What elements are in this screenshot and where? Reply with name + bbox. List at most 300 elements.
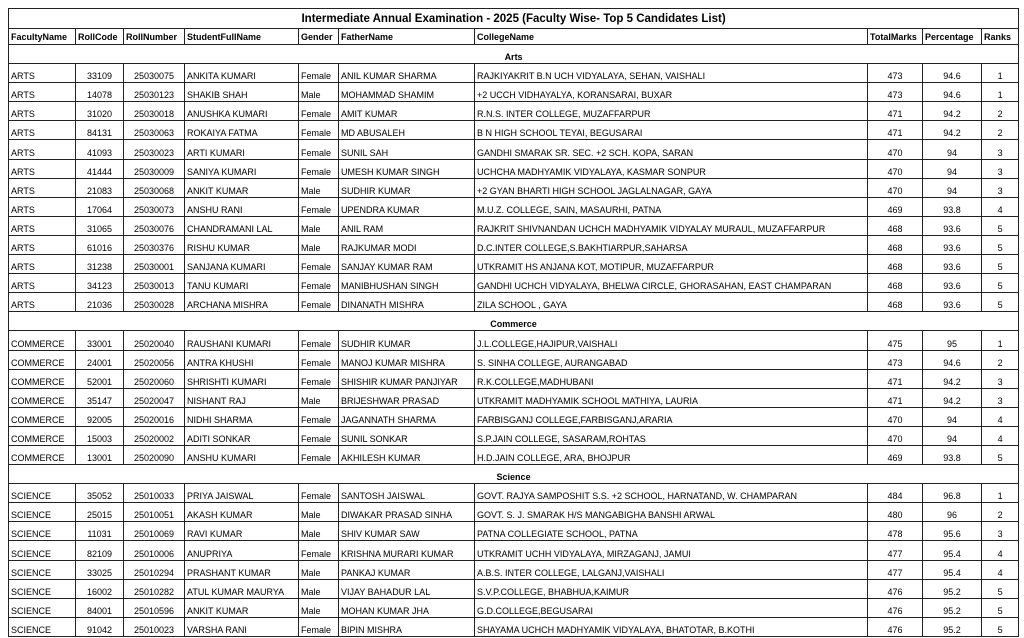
- rollnumber-cell: 25010023: [124, 617, 185, 636]
- father-name-cell: AKHILESH KUMAR: [339, 445, 475, 464]
- rank-cell: 2: [982, 350, 1019, 369]
- rollnumber-cell: 25030073: [124, 197, 185, 216]
- father-name-cell: ANIL KUMAR SHARMA: [339, 64, 475, 83]
- college-name-cell: SHAYAMA UCHCH MADHYAMIK VIDYALAYA, BHATOTAR, B.KOTHI: [475, 617, 868, 636]
- table-row: [9, 484, 1019, 503]
- college-name-cell: RAJKIYAKRIT B.N UCH VIDYALAYA, SEHAN, VAISHALI: [475, 64, 868, 83]
- gender-cell: Female: [299, 350, 339, 369]
- rank-cell: 3: [982, 159, 1019, 178]
- rollnumber-cell: 25010596: [124, 598, 185, 617]
- rollcode-cell: 16002: [76, 579, 124, 598]
- student-name-cell: ATUL KUMAR MAURYA: [185, 579, 299, 598]
- column-header: FatherName: [339, 29, 475, 45]
- percentage-cell: 94: [923, 426, 982, 445]
- college-name-cell: FARBISGANJ COLLEGE,FARBISGANJ,ARARIA: [475, 407, 868, 426]
- faculty-cell: SCIENCE: [9, 541, 76, 560]
- rank-cell: 3: [982, 369, 1019, 388]
- student-name-cell: ARTI KUMARI: [185, 140, 299, 159]
- college-name-cell: UTKRAMIT MADHYAMIK SCHOOL MATHIYA, LAURIA: [475, 388, 868, 407]
- rollcode-cell: 35052: [76, 484, 124, 503]
- rollcode-cell: 31065: [76, 216, 124, 235]
- rollcode-cell: 33001: [76, 331, 124, 350]
- table-row: [9, 560, 1019, 579]
- percentage-cell: 94.2: [923, 102, 982, 121]
- percentage-cell: 94.6: [923, 64, 982, 83]
- faculty-cell: ARTS: [9, 178, 76, 197]
- rank-cell: 5: [982, 235, 1019, 254]
- table-row: [9, 617, 1019, 636]
- total-marks-cell: 484: [868, 484, 923, 503]
- percentage-cell: 94.2: [923, 388, 982, 407]
- table-row: [9, 255, 1019, 274]
- rank-cell: 5: [982, 255, 1019, 274]
- table-row: [9, 503, 1019, 522]
- college-name-cell: D.C.INTER COLLEGE,S.BAKHTIARPUR,SAHARSA: [475, 235, 868, 254]
- student-name-cell: ANKIT KUMAR: [185, 178, 299, 197]
- table-row: [9, 216, 1019, 235]
- gender-cell: Male: [299, 522, 339, 541]
- rank-cell: 5: [982, 216, 1019, 235]
- rank-cell: 2: [982, 102, 1019, 121]
- father-name-cell: MANIBHUSHAN SINGH: [339, 274, 475, 293]
- gender-cell: Female: [299, 331, 339, 350]
- student-name-cell: ANUPRIYA: [185, 541, 299, 560]
- father-name-cell: UPENDRA KUMAR: [339, 197, 475, 216]
- column-header: Gender: [299, 29, 339, 45]
- table-row: [9, 293, 1019, 312]
- percentage-cell: 95.4: [923, 541, 982, 560]
- total-marks-cell: 471: [868, 121, 923, 140]
- gender-cell: Male: [299, 388, 339, 407]
- section-title: Commerce: [9, 312, 1019, 331]
- college-name-cell: +2 UCCH VIDHAYALYA, KORANSARAI, BUXAR: [475, 83, 868, 102]
- total-marks-cell: 476: [868, 617, 923, 636]
- student-name-cell: PRASHANT KUMAR: [185, 560, 299, 579]
- total-marks-cell: 478: [868, 522, 923, 541]
- gender-cell: Male: [299, 178, 339, 197]
- rollnumber-cell: 25030023: [124, 140, 185, 159]
- percentage-cell: 94: [923, 159, 982, 178]
- rollcode-cell: 84131: [76, 121, 124, 140]
- total-marks-cell: 473: [868, 64, 923, 83]
- student-name-cell: NIDHI SHARMA: [185, 407, 299, 426]
- total-marks-cell: 476: [868, 598, 923, 617]
- faculty-cell: SCIENCE: [9, 484, 76, 503]
- student-name-cell: SHAKIB SHAH: [185, 83, 299, 102]
- student-name-cell: ANUSHKA KUMARI: [185, 102, 299, 121]
- faculty-cell: ARTS: [9, 102, 76, 121]
- table-row: [9, 598, 1019, 617]
- percentage-cell: 94.6: [923, 83, 982, 102]
- column-header: Ranks: [982, 29, 1019, 45]
- college-name-cell: +2 GYAN BHARTI HIGH SCHOOL JAGLALNAGAR, GAYA: [475, 178, 868, 197]
- total-marks-cell: 471: [868, 388, 923, 407]
- rollnumber-cell: 25030028: [124, 293, 185, 312]
- father-name-cell: SANTOSH JAISWAL: [339, 484, 475, 503]
- father-name-cell: KRISHNA MURARI KUMAR: [339, 541, 475, 560]
- total-marks-cell: 470: [868, 407, 923, 426]
- rollcode-cell: 11031: [76, 522, 124, 541]
- father-name-cell: DIWAKAR PRASAD SINHA: [339, 503, 475, 522]
- rank-cell: 1: [982, 83, 1019, 102]
- total-marks-cell: 473: [868, 83, 923, 102]
- student-name-cell: ANSHU KUMARI: [185, 445, 299, 464]
- rollcode-cell: 35147: [76, 388, 124, 407]
- faculty-cell: ARTS: [9, 197, 76, 216]
- rollnumber-cell: 25030018: [124, 102, 185, 121]
- gender-cell: Female: [299, 407, 339, 426]
- faculty-cell: ARTS: [9, 274, 76, 293]
- total-marks-cell: 471: [868, 369, 923, 388]
- college-name-cell: A.B.S. INTER COLLEGE, LALGANJ,VAISHALI: [475, 560, 868, 579]
- table-row: [9, 369, 1019, 388]
- table-row: [9, 426, 1019, 445]
- gender-cell: Female: [299, 445, 339, 464]
- father-name-cell: VIJAY BAHADUR LAL: [339, 579, 475, 598]
- gender-cell: Female: [299, 274, 339, 293]
- gender-cell: Female: [299, 484, 339, 503]
- total-marks-cell: 470: [868, 178, 923, 197]
- student-name-cell: CHANDRAMANI LAL: [185, 216, 299, 235]
- total-marks-cell: 471: [868, 102, 923, 121]
- rollcode-cell: 25015: [76, 503, 124, 522]
- percentage-cell: 95: [923, 331, 982, 350]
- father-name-cell: BIPIN MISHRA: [339, 617, 475, 636]
- total-marks-cell: 468: [868, 293, 923, 312]
- student-name-cell: TANU KUMARI: [185, 274, 299, 293]
- father-name-cell: MD ABUSALEH: [339, 121, 475, 140]
- percentage-cell: 93.8: [923, 197, 982, 216]
- percentage-cell: 95.2: [923, 579, 982, 598]
- faculty-cell: COMMERCE: [9, 388, 76, 407]
- column-header: Percentage: [923, 29, 982, 45]
- column-header: RollCode: [76, 29, 124, 45]
- college-name-cell: R.K.COLLEGE,MADHUBANI: [475, 369, 868, 388]
- percentage-cell: 94.6: [923, 350, 982, 369]
- table-row: [9, 159, 1019, 178]
- rollcode-cell: 61016: [76, 235, 124, 254]
- rollcode-cell: 91042: [76, 617, 124, 636]
- percentage-cell: 93.6: [923, 255, 982, 274]
- faculty-cell: ARTS: [9, 293, 76, 312]
- student-name-cell: SANIYA KUMARI: [185, 159, 299, 178]
- father-name-cell: RAJKUMAR MODI: [339, 235, 475, 254]
- faculty-cell: ARTS: [9, 235, 76, 254]
- table-row: [9, 64, 1019, 83]
- column-header: TotalMarks: [868, 29, 923, 45]
- faculty-cell: ARTS: [9, 216, 76, 235]
- gender-cell: Male: [299, 216, 339, 235]
- father-name-cell: SHISHIR KUMAR PANJIYAR: [339, 369, 475, 388]
- gender-cell: Male: [299, 83, 339, 102]
- rank-cell: 5: [982, 274, 1019, 293]
- rank-cell: 1: [982, 331, 1019, 350]
- student-name-cell: PRIYA JAISWAL: [185, 484, 299, 503]
- table-row: [9, 235, 1019, 254]
- father-name-cell: SUNIL SONKAR: [339, 426, 475, 445]
- father-name-cell: SHIV KUMAR SAW: [339, 522, 475, 541]
- faculty-cell: ARTS: [9, 121, 76, 140]
- total-marks-cell: 477: [868, 541, 923, 560]
- total-marks-cell: 470: [868, 426, 923, 445]
- rollnumber-cell: 25030075: [124, 64, 185, 83]
- student-name-cell: ROKAIYA FATMA: [185, 121, 299, 140]
- table-row: [9, 83, 1019, 102]
- table-row: [9, 102, 1019, 121]
- rollcode-cell: 15003: [76, 426, 124, 445]
- rollcode-cell: 21036: [76, 293, 124, 312]
- college-name-cell: RAJKRIT SHIVNANDAN UCHCH MADHYAMIK VIDYALAY MURAUL, MUZAFFARPUR: [475, 216, 868, 235]
- table-row: [9, 407, 1019, 426]
- percentage-cell: 93.6: [923, 216, 982, 235]
- rollnumber-cell: 25030009: [124, 159, 185, 178]
- total-marks-cell: 480: [868, 503, 923, 522]
- results-body: [9, 45, 1019, 637]
- gender-cell: Female: [299, 197, 339, 216]
- rollcode-cell: 13001: [76, 445, 124, 464]
- table-row: [9, 522, 1019, 541]
- student-name-cell: NISHANT RAJ: [185, 388, 299, 407]
- column-header: FacultyName: [9, 29, 76, 45]
- student-name-cell: ARCHANA MISHRA: [185, 293, 299, 312]
- gender-cell: Female: [299, 64, 339, 83]
- college-name-cell: G.D.COLLEGE,BEGUSARAI: [475, 598, 868, 617]
- college-name-cell: ZILA SCHOOL , GAYA: [475, 293, 868, 312]
- total-marks-cell: 469: [868, 445, 923, 464]
- rank-cell: 3: [982, 178, 1019, 197]
- gender-cell: Male: [299, 560, 339, 579]
- table-row: [9, 121, 1019, 140]
- gender-cell: Male: [299, 598, 339, 617]
- faculty-cell: SCIENCE: [9, 598, 76, 617]
- table-row: [9, 140, 1019, 159]
- rank-cell: 5: [982, 617, 1019, 636]
- gender-cell: Female: [299, 541, 339, 560]
- table-row: [9, 178, 1019, 197]
- college-name-cell: UTKRAMIT UCHH VIDYALAYA, MIRZAGANJ, JAMUI: [475, 541, 868, 560]
- college-name-cell: B N HIGH SCHOOL TEYAI, BEGUSARAI: [475, 121, 868, 140]
- section-header-row: [9, 45, 1019, 64]
- rank-cell: 2: [982, 121, 1019, 140]
- student-name-cell: SHRISHTI KUMARI: [185, 369, 299, 388]
- percentage-cell: 94: [923, 178, 982, 197]
- percentage-cell: 95.6: [923, 522, 982, 541]
- faculty-cell: COMMERCE: [9, 426, 76, 445]
- results-table: [8, 8, 1019, 637]
- college-name-cell: J.L.COLLEGE,HAJIPUR,VAISHALI: [475, 331, 868, 350]
- total-marks-cell: 473: [868, 350, 923, 369]
- rollcode-cell: 17064: [76, 197, 124, 216]
- father-name-cell: MOHAN KUMAR JHA: [339, 598, 475, 617]
- percentage-cell: 95.2: [923, 598, 982, 617]
- faculty-cell: ARTS: [9, 255, 76, 274]
- percentage-cell: 94.2: [923, 121, 982, 140]
- section-title: Science: [9, 465, 1019, 484]
- faculty-cell: COMMERCE: [9, 445, 76, 464]
- rollcode-cell: 31238: [76, 255, 124, 274]
- college-name-cell: R.N.S. INTER COLLEGE, MUZAFFARPUR: [475, 102, 868, 121]
- father-name-cell: DINANATH MISHRA: [339, 293, 475, 312]
- rollnumber-cell: 25030376: [124, 235, 185, 254]
- section-header-row: [9, 465, 1019, 484]
- section-title: Arts: [9, 45, 1019, 64]
- faculty-cell: COMMERCE: [9, 331, 76, 350]
- college-name-cell: H.D.JAIN COLLEGE, ARA, BHOJPUR: [475, 445, 868, 464]
- rank-cell: 4: [982, 407, 1019, 426]
- gender-cell: Female: [299, 369, 339, 388]
- percentage-cell: 93.6: [923, 293, 982, 312]
- rollcode-cell: 21083: [76, 178, 124, 197]
- percentage-cell: 94.2: [923, 369, 982, 388]
- section-header-row: [9, 312, 1019, 331]
- rollnumber-cell: 25020090: [124, 445, 185, 464]
- rank-cell: 3: [982, 522, 1019, 541]
- father-name-cell: AMIT KUMAR: [339, 102, 475, 121]
- college-name-cell: GANDHI UCHCH VIDYALAYA, BHELWA CIRCLE, GHORASAHAN, EAST CHAMPARAN: [475, 274, 868, 293]
- rollcode-cell: 33109: [76, 64, 124, 83]
- gender-cell: Male: [299, 235, 339, 254]
- gender-cell: Male: [299, 503, 339, 522]
- father-name-cell: UMESH KUMAR SINGH: [339, 159, 475, 178]
- rank-cell: 5: [982, 293, 1019, 312]
- father-name-cell: ANIL RAM: [339, 216, 475, 235]
- rollnumber-cell: 25030001: [124, 255, 185, 274]
- faculty-cell: SCIENCE: [9, 560, 76, 579]
- rollcode-cell: 34123: [76, 274, 124, 293]
- student-name-cell: RAUSHANI KUMARI: [185, 331, 299, 350]
- table-row: [9, 579, 1019, 598]
- table-row: [9, 197, 1019, 216]
- rollcode-cell: 14078: [76, 83, 124, 102]
- results-sheet: [8, 8, 1018, 637]
- college-name-cell: UTKRAMIT HS ANJANA KOT, MOTIPUR, MUZAFFARPUR: [475, 255, 868, 274]
- total-marks-cell: 476: [868, 579, 923, 598]
- rank-cell: 3: [982, 140, 1019, 159]
- father-name-cell: PANKAJ KUMAR: [339, 560, 475, 579]
- father-name-cell: MANOJ KUMAR MISHRA: [339, 350, 475, 369]
- column-header: CollegeName: [475, 29, 868, 45]
- gender-cell: Female: [299, 140, 339, 159]
- gender-cell: Female: [299, 159, 339, 178]
- table-row: [9, 541, 1019, 560]
- faculty-cell: ARTS: [9, 83, 76, 102]
- percentage-cell: 93.8: [923, 445, 982, 464]
- college-name-cell: S. SINHA COLLEGE, AURANGABAD: [475, 350, 868, 369]
- faculty-cell: COMMERCE: [9, 350, 76, 369]
- rollnumber-cell: 25010006: [124, 541, 185, 560]
- college-name-cell: M.U.Z. COLLEGE, SAIN, MASAURHI, PATNA: [475, 197, 868, 216]
- table-row: [9, 331, 1019, 350]
- rollnumber-cell: 25030013: [124, 274, 185, 293]
- rollnumber-cell: 25010294: [124, 560, 185, 579]
- father-name-cell: MOHAMMAD SHAMIM: [339, 83, 475, 102]
- rollnumber-cell: 25010051: [124, 503, 185, 522]
- percentage-cell: 94: [923, 407, 982, 426]
- total-marks-cell: 468: [868, 255, 923, 274]
- faculty-cell: ARTS: [9, 140, 76, 159]
- college-name-cell: GOVT. S. J. SMARAK H/S MANGABIGHA BANSHI ARWAL: [475, 503, 868, 522]
- table-row: [9, 388, 1019, 407]
- rollnumber-cell: 25030123: [124, 83, 185, 102]
- column-header: RollNumber: [124, 29, 185, 45]
- faculty-cell: COMMERCE: [9, 369, 76, 388]
- rollcode-cell: 92005: [76, 407, 124, 426]
- rollnumber-cell: 25020040: [124, 331, 185, 350]
- total-marks-cell: 470: [868, 140, 923, 159]
- faculty-cell: SCIENCE: [9, 617, 76, 636]
- student-name-cell: ANKITA KUMARI: [185, 64, 299, 83]
- total-marks-cell: 468: [868, 235, 923, 254]
- rollcode-cell: 52001: [76, 369, 124, 388]
- college-name-cell: PATNA COLLEGIATE SCHOOL, PATNA: [475, 522, 868, 541]
- father-name-cell: JAGANNATH SHARMA: [339, 407, 475, 426]
- rollnumber-cell: 25020002: [124, 426, 185, 445]
- rank-cell: 4: [982, 560, 1019, 579]
- total-marks-cell: 475: [868, 331, 923, 350]
- rank-cell: 4: [982, 197, 1019, 216]
- father-name-cell: SUDHIR KUMAR: [339, 178, 475, 197]
- gender-cell: Female: [299, 121, 339, 140]
- faculty-cell: SCIENCE: [9, 522, 76, 541]
- rollnumber-cell: 25020047: [124, 388, 185, 407]
- percentage-cell: 93.6: [923, 274, 982, 293]
- total-marks-cell: 468: [868, 274, 923, 293]
- rollnumber-cell: 25020060: [124, 369, 185, 388]
- percentage-cell: 96.8: [923, 484, 982, 503]
- faculty-cell: SCIENCE: [9, 579, 76, 598]
- rollcode-cell: 82109: [76, 541, 124, 560]
- rollnumber-cell: 25010033: [124, 484, 185, 503]
- faculty-cell: SCIENCE: [9, 503, 76, 522]
- rank-cell: 2: [982, 503, 1019, 522]
- rollnumber-cell: 25020056: [124, 350, 185, 369]
- gender-cell: Female: [299, 617, 339, 636]
- rank-cell: 4: [982, 541, 1019, 560]
- table-row: [9, 350, 1019, 369]
- percentage-cell: 94: [923, 140, 982, 159]
- student-name-cell: VARSHA RANI: [185, 617, 299, 636]
- student-name-cell: SANJANA KUMARI: [185, 255, 299, 274]
- percentage-cell: 93.6: [923, 235, 982, 254]
- gender-cell: Female: [299, 426, 339, 445]
- percentage-cell: 95.4: [923, 560, 982, 579]
- percentage-cell: 96: [923, 503, 982, 522]
- college-name-cell: UCHCHA MADHYAMIK VIDYALAYA, KASMAR SONPUR: [475, 159, 868, 178]
- college-name-cell: S.P.JAIN COLLEGE, SASARAM,ROHTAS: [475, 426, 868, 445]
- rank-cell: 1: [982, 64, 1019, 83]
- total-marks-cell: 468: [868, 216, 923, 235]
- table-row: [9, 274, 1019, 293]
- rollcode-cell: 84001: [76, 598, 124, 617]
- total-marks-cell: 470: [868, 159, 923, 178]
- column-header-row: [9, 29, 1019, 45]
- rollcode-cell: 33025: [76, 560, 124, 579]
- column-header: StudentFullName: [185, 29, 299, 45]
- gender-cell: Female: [299, 293, 339, 312]
- college-name-cell: GANDHI SMARAK SR. SEC. +2 SCH. KOPA, SARAN: [475, 140, 868, 159]
- total-marks-cell: 477: [868, 560, 923, 579]
- student-name-cell: RAVI KUMAR: [185, 522, 299, 541]
- rollnumber-cell: 25030068: [124, 178, 185, 197]
- student-name-cell: AKASH KUMAR: [185, 503, 299, 522]
- rank-cell: 5: [982, 445, 1019, 464]
- rollnumber-cell: 25030076: [124, 216, 185, 235]
- student-name-cell: RISHU KUMAR: [185, 235, 299, 254]
- rank-cell: 5: [982, 579, 1019, 598]
- rank-cell: 1: [982, 484, 1019, 503]
- student-name-cell: ANKIT KUMAR: [185, 598, 299, 617]
- student-name-cell: ADITI SONKAR: [185, 426, 299, 445]
